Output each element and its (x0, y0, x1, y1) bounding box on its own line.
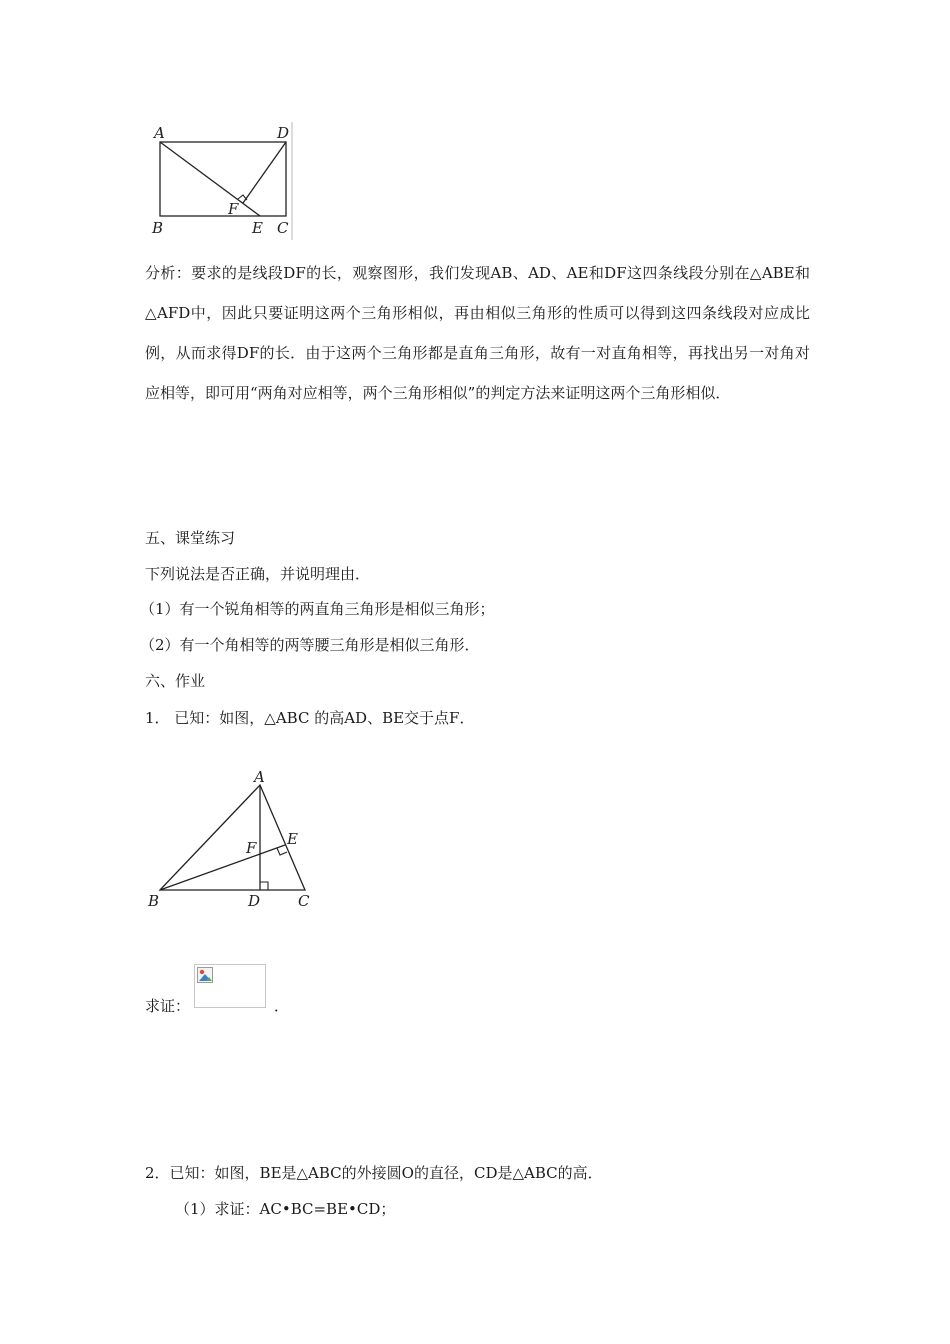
prove-end-period: ． (274, 997, 290, 1015)
segment-df (243, 142, 286, 203)
section-5-intro: 下列说法是否正确，并说明理由． (145, 565, 371, 583)
broken-image-icon (197, 967, 213, 983)
label-f: F (246, 839, 257, 857)
homework-question-1: 1． 已知：如图，△ABC 的高AD、BE交于点F． (145, 709, 475, 727)
label-b: B (148, 892, 160, 910)
figure-triangle-abc (140, 765, 315, 915)
label-c: C (298, 892, 310, 910)
prove-label: 求证： (145, 997, 191, 1015)
rectangle-abcd (160, 142, 286, 216)
section-5-title: 五、课堂练习 (145, 529, 236, 547)
label-f: F (228, 200, 239, 218)
label-c: C (277, 219, 289, 237)
label-a: A (254, 768, 265, 786)
figure-rectangle-abcd (140, 118, 300, 243)
exercise-item-2: （2）有一个角相等的两等腰三角形是相似三角形． (140, 636, 480, 654)
label-e: E (252, 219, 263, 237)
label-a: A (154, 124, 165, 142)
analysis-paragraph: 分析：要求的是线段DF的长，观察图形，我们发现AB、AD、AE和DF这四条线段分别在△ABE和△AFD中，因此只要证明这两个三角形相似，再由相似三角形的性质可以得到这四条线段对应成比例，从而求得DF的长．由于这两个三角形都是直角三角形，故有一对直角相等，再找出另一对角对应相等，即可用“两角对应相等，两个三角形相似”的判定方法来证明这两个三角形相似． (145, 264, 810, 402)
altitude-be (160, 845, 285, 890)
homework-question-2: 2．已知：如图，BE是△ABC的外接圆O的直径，CD是△ABC的高． (145, 1164, 603, 1182)
label-d: D (277, 124, 290, 142)
homework-question-2-part-1: （1）求证：AC•BC=BE•CD； (175, 1200, 396, 1218)
label-d: D (248, 892, 261, 910)
section-6-title: 六、作业 (145, 672, 206, 690)
right-angle-mark-d (260, 882, 268, 890)
missing-formula-image (194, 964, 266, 1008)
label-b: B (152, 219, 164, 237)
triangle-abc (160, 785, 305, 890)
right-angle-mark-e (277, 848, 287, 855)
label-e: E (287, 830, 298, 848)
segment-ae (160, 142, 260, 216)
exercise-item-1: （1）有一个锐角相等的两直角三角形是相似三角形； (140, 600, 495, 618)
